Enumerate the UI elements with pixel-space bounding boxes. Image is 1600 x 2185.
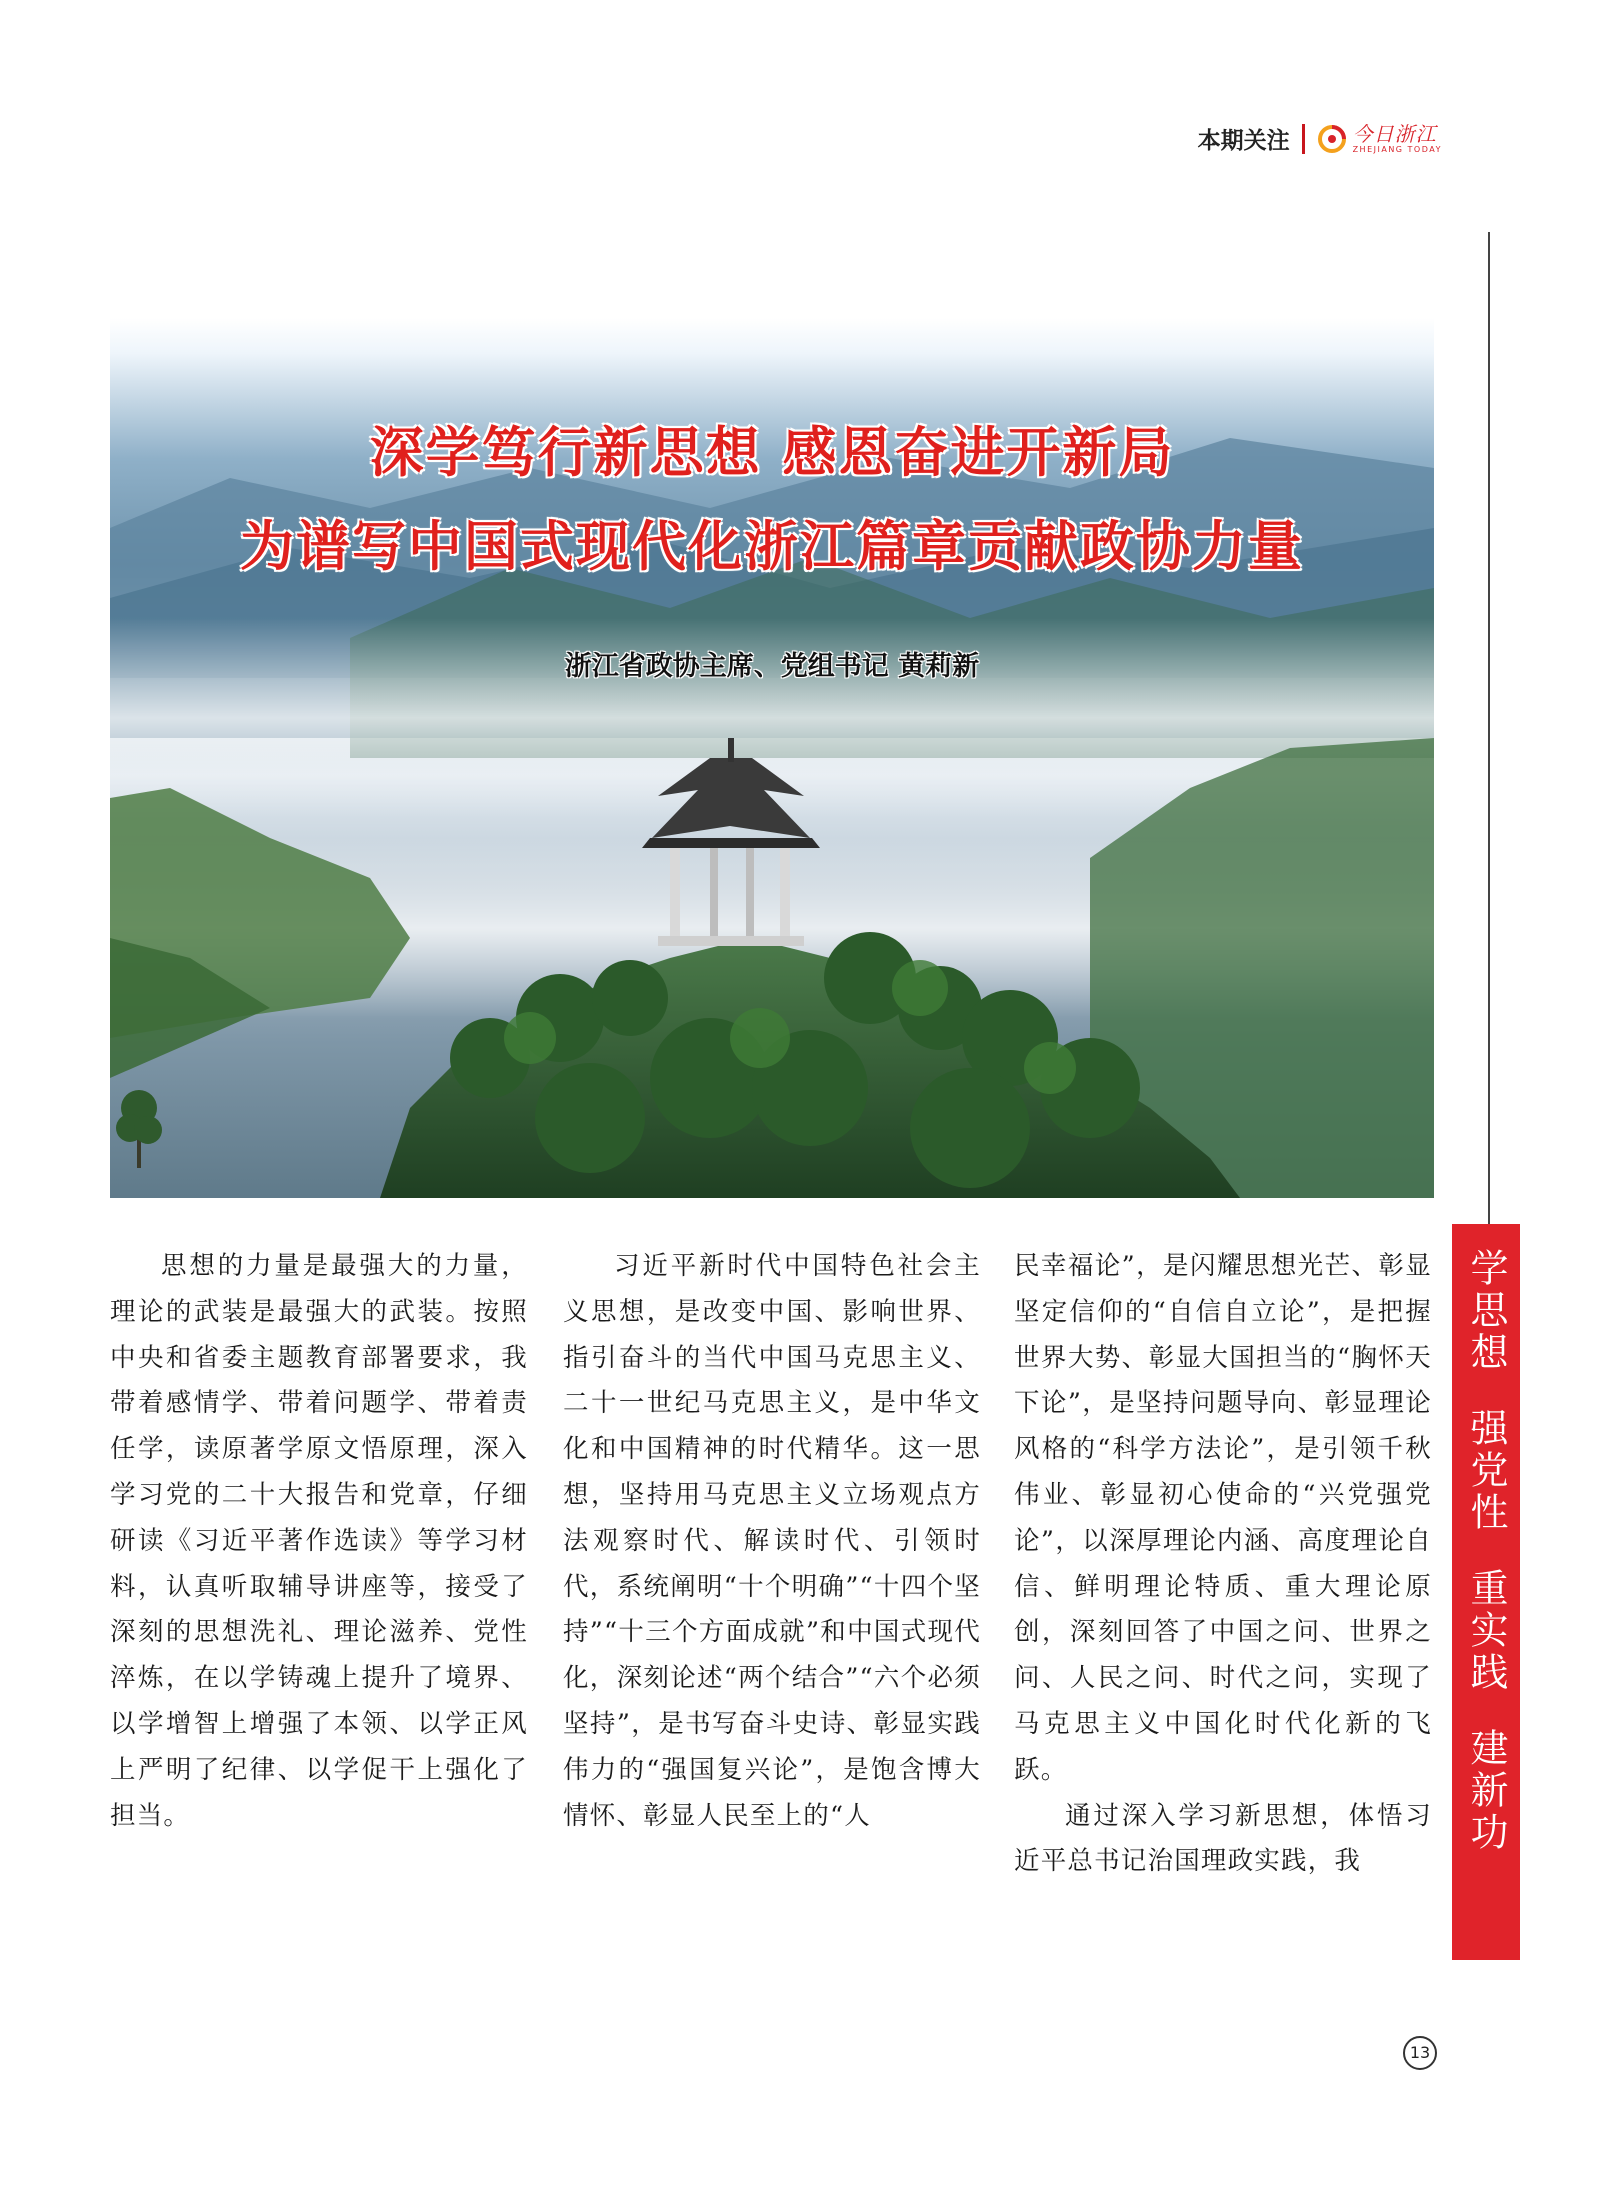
article-column-1 <box>110 1244 528 1839</box>
banner-phrase: 学思想 <box>1464 1248 1508 1374</box>
article-author: 浙江省政协主席、党组书记 黄莉新 <box>564 651 980 682</box>
article-column-2 <box>563 1244 981 1839</box>
paragraph: 通过深入学习新思想，体悟习近平总书记治国理政实践，我 <box>1014 1800 1432 1877</box>
hero-image <box>110 318 1434 1198</box>
article-title-line-1: 深学笃行新思想 感恩奋进开新局 <box>369 421 1175 484</box>
paragraph: 思想的力量是最强大的力量，理论的武装是最强大的武装。按照中央和省委主题教育部署要求，我带着感情学、带着问题学、带着责任学，读原著学原文悟原理，深入学习党的二十大报告和党章，仔细研读《习近平著作选读》等学习材料，认真听取辅导讲座等，接受了深刻的思想洗礼、理论滋养、党性淬炼，在以学铸魂上提升了境界、以学增智上增强了本领、以学正风上严明了纪律、以学促干上强化了担当。 <box>110 1251 528 1831</box>
side-banner <box>1452 1224 1520 1960</box>
paragraph-continued: 民幸福论”，是闪耀思想光芒、彰显坚定信仰的“自信自立论”，是把握世界大势、彰显大国担当的“胸怀天下论”，是坚持问题导向、彰显理论风格的“科学方法论”，是引领千秋伟业、彰显初心使命的“兴党强党论”，以深厚理论内涵、高度理论自信、鲜明理论特质、重大理论原创，深刻回答了中国之问、世界之问、人民之问、时代之问，实现了马克思主义中国化时代化新的飞跃。 <box>1014 1251 1432 1785</box>
paragraph: 习近平新时代中国特色社会主义思想，是改变中国、影响世界、指引奋斗的当代中国马克思主义、二十一世纪马克思主义，是中华文化和中国精神的时代精华。这一思想，坚持用马克思主义立场观点方法观察时代、解读时代、引领时代，系统阐明“十个明确”“十四个坚持”“十三个方面成就”和中国式现代化，深刻论述“两个结合”“六个必须坚持”，是书写奋斗史诗、彰显实践伟力的“强国复兴论”，是饱含博大情怀、彰显人民至上的“人 <box>563 1251 981 1831</box>
page-header <box>1198 122 1442 155</box>
logo-text: 今日浙江 <box>1352 121 1437 146</box>
banner-phrase: 强党性 <box>1464 1408 1508 1534</box>
banner-phrase: 建新功 <box>1464 1728 1508 1854</box>
article-column-3 <box>1014 1244 1432 1885</box>
zhejiang-today-logo <box>1317 121 1442 154</box>
logo-swirl-icon <box>1317 124 1347 154</box>
article-title-line-2: 为谱写中国式现代化浙江篇章贡献政协力量 <box>240 515 1304 578</box>
vertical-rule <box>1488 232 1490 1225</box>
logo-subtext: ZHEJIANG TODAY <box>1352 144 1442 154</box>
banner-phrase: 重实践 <box>1464 1568 1508 1694</box>
section-label: 本期关注 <box>1197 128 1290 154</box>
header-separator <box>1302 124 1305 154</box>
page-number: 13 <box>1403 2036 1437 2070</box>
